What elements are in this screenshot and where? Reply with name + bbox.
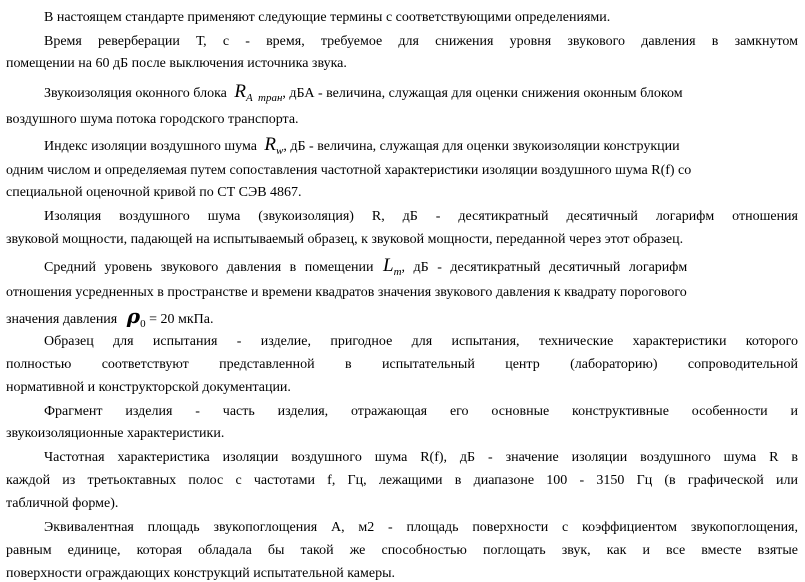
window-insulation-text-2: воздушного шума потока городского транспорта. <box>6 112 299 127</box>
absorption-text-3: поверхности ограждающих конструкций испытательной камеры. <box>6 566 395 581</box>
mean-level-text-2: отношения усредненных в пространстве и времени квадратов значения звукового давления к квадрату порогового <box>6 285 687 300</box>
paragraph-intro <box>6 9 610 26</box>
paragraph-frequency-line-2 <box>6 472 798 489</box>
paragraph-reverberation-line-2 <box>6 55 347 72</box>
airborne-text-1: Изоляция воздушного шума (звукоизоляция) R, дБ - десятикратный десятичный логарифм отношения <box>44 209 798 224</box>
index-text-3: специальной оценочной кривой по СТ СЭВ 4867. <box>6 185 302 200</box>
window-insulation-symbol-subscript: A тран <box>245 92 283 104</box>
paragraph-window-insulation-line-1 <box>6 83 683 103</box>
paragraph-airborne-line-2 <box>6 231 683 248</box>
paragraph-absorption-line-2 <box>6 542 798 559</box>
paragraph-specimen-line-1 <box>6 333 798 350</box>
index-text-2: одним числом и определяемая путем сопоставления частотной характеристики изоляции воздушного шума R(f) со <box>6 163 692 178</box>
frequency-text-2: каждой из третьоктавных полос с частотами f, Гц, лежащими в диапазоне 100 - 3150 Гц (в графической или <box>6 473 798 488</box>
reverberation-text-1: Время реверберации Т, с - время, требуемое для снижения уровня звукового давления в замкнутом <box>44 34 798 49</box>
fragment-text-1: Фрагмент изделия - часть изделия, отражающая его основные конструктивные особенности и <box>44 404 798 419</box>
frequency-text-1: Частотная характеристика изоляции воздушного шума R(f), дБ - значение изоляции воздушного шума R в <box>44 450 798 465</box>
mean-level-symbol-subscript: m <box>393 266 402 278</box>
rho-symbol: ρ <box>126 304 141 328</box>
specimen-text-2: полностью соответствуют представленной в испытательный центр (лабораторию) сопроводительной <box>6 357 798 372</box>
mean-level-text-3-before: значения давления <box>6 312 118 327</box>
paragraph-fragment-line-1 <box>6 403 798 420</box>
paragraph-absorption-line-1 <box>6 519 798 536</box>
window-insulation-symbol: R <box>234 81 246 102</box>
absorption-text-1: Эквивалентная площадь звукопоглощения А, м2 - площадь поверхности с коэффициентом звукопоглощения, <box>44 520 798 535</box>
specimen-text-3: нормативной и конструкторской документации. <box>6 380 291 395</box>
paragraph-fragment-line-2 <box>6 425 224 442</box>
window-insulation-text-before: Звукоизоляция оконного блока <box>44 86 227 101</box>
paragraph-specimen-line-2 <box>6 356 798 373</box>
index-symbol-subscript: w <box>276 145 284 157</box>
index-text-after: , дБ - величина, служащая для оценки звукоизоляции конструкции <box>283 139 680 154</box>
mean-level-text-before: Средний уровень звукового давления в помещении <box>44 260 374 275</box>
paragraph-reverberation-line-1 <box>6 33 798 50</box>
paragraph-index-line-1 <box>6 136 680 156</box>
mean-level-text-3-after: = 20 мкПа. <box>149 312 214 327</box>
paragraph-index-line-2 <box>6 162 691 179</box>
paragraph-window-insulation-line-2 <box>6 111 299 128</box>
frequency-text-3: табличной форме). <box>6 496 119 511</box>
paragraph-specimen-line-3 <box>6 379 291 396</box>
paragraph-airborne-line-1 <box>6 208 798 225</box>
mean-level-symbol: L <box>383 255 394 276</box>
paragraph-frequency-line-1 <box>6 449 798 466</box>
absorption-text-2: равным единице, которая обладала бы такой же способностью поглощать звук, как и все вместе взятые <box>6 543 798 558</box>
paragraph-index-line-3 <box>6 184 302 201</box>
paragraph-mean-level-line-1 <box>6 257 687 277</box>
window-insulation-text-after: , дБА - величина, служащая для оценки снижения оконным блоком <box>282 86 683 101</box>
airborne-text-2: звуковой мощности, падающей на испытываемый образец, к звуковой мощности, переданной через этот образец. <box>6 232 684 247</box>
specimen-text-1: Образец для испытания - изделие, пригодное для испытания, технические характеристики которого <box>44 334 798 349</box>
paragraph-absorption-line-3 <box>6 565 395 582</box>
fragment-text-2: звукоизоляционные характеристики. <box>6 426 225 441</box>
paragraph-mean-level-line-3 <box>6 304 214 330</box>
mean-level-text-after: , дБ - десятикратный десятичный логарифм <box>401 260 688 275</box>
reverberation-text-2: помещении на 60 дБ после выключения источника звука. <box>6 56 347 71</box>
paragraph-frequency-line-3 <box>6 495 118 512</box>
index-symbol: R <box>264 134 277 155</box>
index-text-before: Индекс изоляции воздушного шума <box>44 139 257 154</box>
intro-text: В настоящем стандарте применяют следующие термины с соответствующими определениями. <box>44 10 611 25</box>
rho-symbol-subscript: 0 <box>140 318 146 330</box>
paragraph-mean-level-line-2 <box>6 284 687 301</box>
